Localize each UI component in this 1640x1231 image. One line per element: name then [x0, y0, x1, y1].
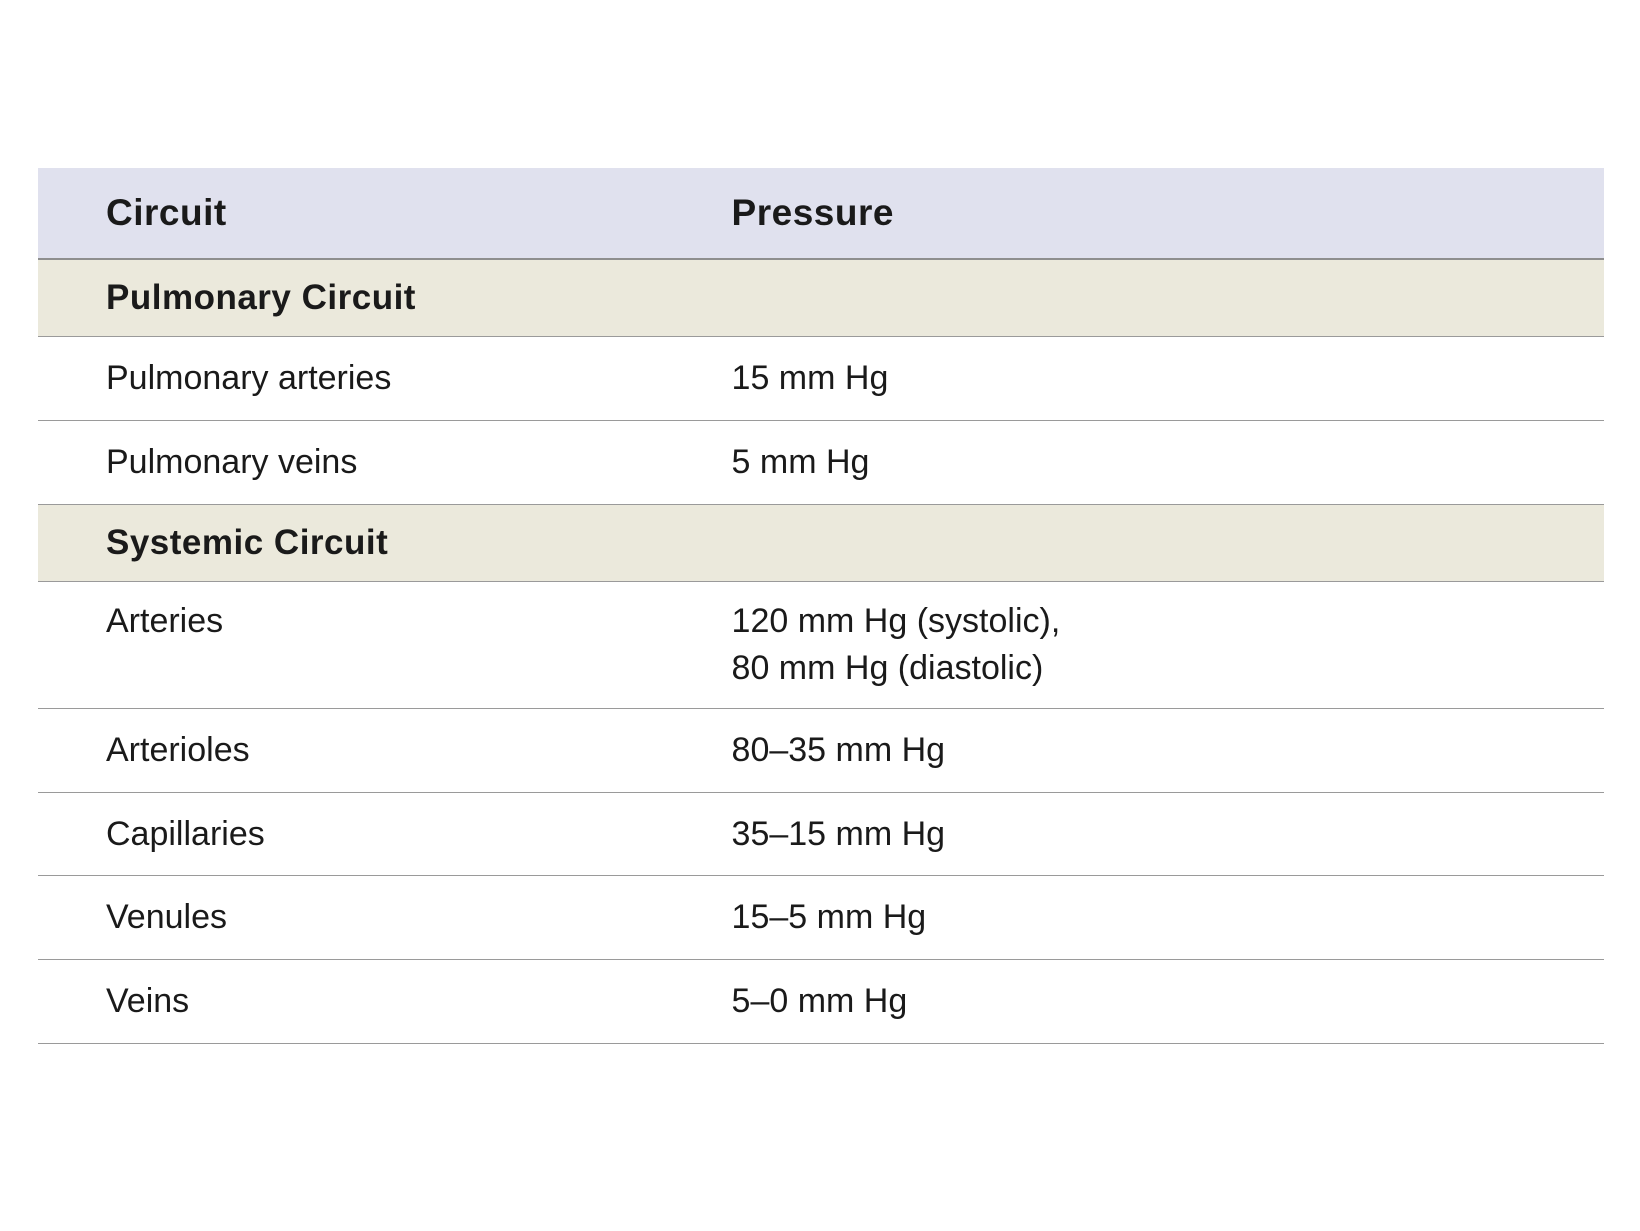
table-row [38, 960, 1604, 1044]
section-title: Systemic Circuit [38, 504, 1604, 581]
section-header-pulmonary [38, 259, 1604, 337]
row-value [704, 581, 1604, 708]
section-title: Pulmonary Circuit [38, 259, 1604, 337]
row-value [704, 960, 1604, 1044]
pressure-line: 80–35 mm Hg [731, 730, 946, 769]
table-row [38, 708, 1604, 792]
section-header-systemic [38, 504, 1604, 581]
table-row [38, 581, 1604, 708]
table-row [38, 792, 1604, 876]
pressure-line: 5–0 mm Hg [731, 982, 908, 1021]
row-label: Capillaries [38, 792, 704, 876]
row-label: Venules [38, 876, 704, 960]
table-header-row [38, 168, 1604, 259]
row-label: Arteries [38, 581, 704, 708]
pressure-line: 80 mm Hg (diastolic) [731, 648, 1044, 687]
row-label: Pulmonary veins [38, 420, 704, 504]
pressure-table-container [38, 168, 1604, 1044]
pressure-line: 15–5 mm Hg [731, 898, 927, 937]
row-value [704, 876, 1604, 960]
row-label: Arterioles [38, 708, 704, 792]
table-row [38, 876, 1604, 960]
pressure-line: 35–15 mm Hg [731, 814, 946, 853]
row-label: Veins [38, 960, 704, 1044]
row-value [704, 792, 1604, 876]
column-header-pressure: Pressure [704, 168, 1604, 259]
row-value [704, 337, 1604, 421]
blood-pressure-table [38, 168, 1604, 1044]
pressure-line: 5 mm Hg [731, 442, 870, 481]
column-header-circuit: Circuit [38, 168, 704, 259]
pressure-line: 15 mm Hg [731, 359, 889, 397]
pressure-line: 120 mm Hg (systolic), [731, 601, 1061, 640]
row-value [704, 420, 1604, 504]
table-row [38, 420, 1604, 504]
row-label: Pulmonary arteries [38, 337, 704, 421]
table-row [38, 337, 1604, 421]
row-value [704, 708, 1604, 792]
